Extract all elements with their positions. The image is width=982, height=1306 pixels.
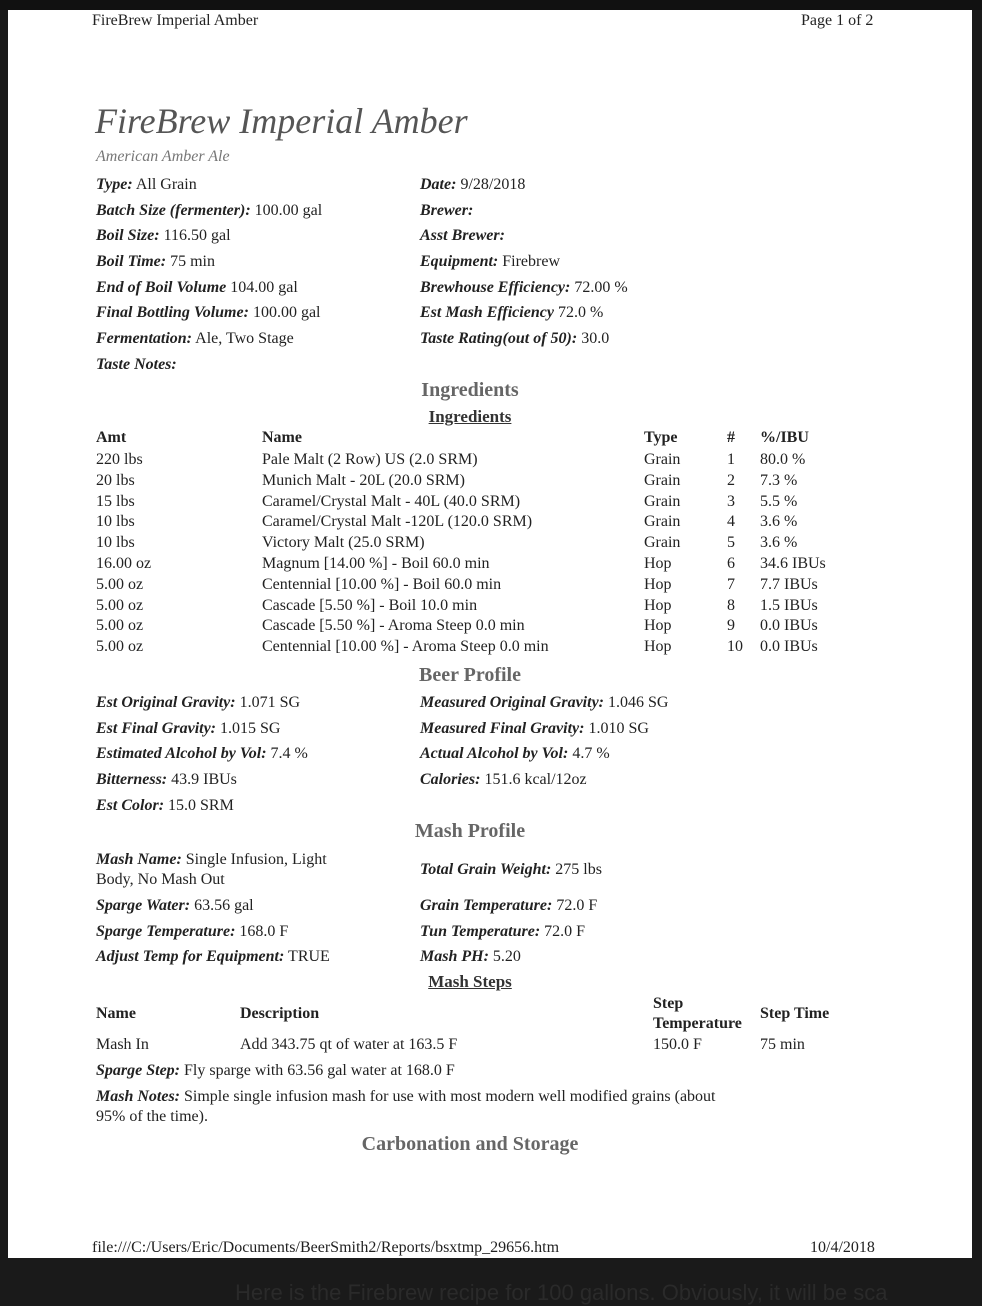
footer-date: 10/4/2018: [810, 1239, 875, 1256]
recipe-title: FireBrew Imperial Amber: [95, 101, 468, 141]
ingredient-ibu: 3.6 %: [760, 513, 798, 531]
mash-notes: Mash Notes: Simple single infusion mash for use with most modern well modified grains (about: [96, 1088, 716, 1105]
ingredient-ibu: 7.3 %: [760, 471, 798, 489]
ingredient-ibu: 1.5 IBUs: [760, 596, 818, 614]
ingredient-type: Hop: [644, 617, 672, 635]
ingredient-amount: 5.00 oz: [96, 596, 144, 614]
ingredient-amount: 20 lbs: [96, 471, 135, 489]
info-est-mash-efficiency: Est Mash Efficiency 72.0 %: [420, 304, 604, 321]
ingredient-number: 9: [727, 617, 735, 635]
ingredient-ibu: 5.5 %: [760, 492, 798, 510]
ingredient-name: Magnum [14.00 %] - Boil 60.0 min: [262, 555, 490, 572]
ingredient-type: Grain: [644, 513, 681, 531]
profile-est-fg: Est Final Gravity: 1.015 SG: [96, 720, 281, 737]
steps-header-temperature-line2: Temperature: [653, 1015, 742, 1032]
ingredient-amount: 5.00 oz: [96, 617, 144, 635]
ingredients-subtitle: Ingredients: [428, 407, 512, 426]
ingredient-number: 10: [727, 638, 743, 656]
caption-text: Here is the Firebrew recipe for 100 gallons. Obviously, it will be sca: [235, 1280, 888, 1305]
info-taste-rating: Taste Rating(out of 50): 30.0: [420, 330, 610, 347]
header-title: FireBrew Imperial Amber: [92, 12, 259, 29]
document-page: [8, 10, 972, 1258]
ingredient-ibu: 0.0 IBUs: [760, 617, 818, 635]
mash-steps-title: Mash Steps: [428, 972, 512, 991]
ingredients-section-title: Ingredients: [421, 379, 519, 401]
info-brewhouse-efficiency: Brewhouse Efficiency: 72.00 %: [420, 279, 628, 296]
ingredient-number: 6: [727, 555, 735, 572]
info-taste-notes: Taste Notes:: [96, 356, 177, 373]
top-strip: [0, 0, 982, 10]
info-end-boil-volume: End of Boil Volume 104.00 gal: [96, 279, 298, 296]
ingredient-type: Grain: [644, 451, 681, 468]
ingredient-name: Victory Malt (25.0 SRM): [262, 534, 425, 552]
ingredient-ibu: 0.0 IBUs: [760, 638, 818, 656]
mash-ph: Mash PH: 5.20: [420, 948, 521, 965]
ingredient-amount: 15 lbs: [96, 492, 135, 510]
ingredient-amount: 16.00 oz: [96, 555, 152, 572]
header-page-number: Page 1 of 2: [801, 12, 874, 29]
ingredient-number: 1: [727, 451, 735, 468]
ingredient-name: Pale Malt (2 Row) US (2.0 SRM): [262, 451, 478, 468]
mash-grain-temperature: Grain Temperature: 72.0 F: [420, 897, 598, 914]
ingredient-name: Cascade [5.50 %] - Aroma Steep 0.0 min: [262, 617, 525, 635]
ingredient-ibu: 7.7 IBUs: [760, 575, 818, 593]
ingredient-amount: 10 lbs: [96, 513, 135, 531]
ingredient-name: Centennial [10.00 %] - Boil 60.0 min: [262, 575, 502, 593]
ingredient-name: Munich Malt - 20L (20.0 SRM): [262, 471, 465, 489]
profile-measured-og: Measured Original Gravity: 1.046 SG: [420, 694, 669, 711]
mash-profile-section-title: Mash Profile: [414, 820, 526, 842]
steps-header-name: Name: [96, 1005, 136, 1022]
ingredient-number: 5: [727, 534, 735, 552]
ingredient-amount: 5.00 oz: [96, 575, 144, 593]
mash-adjust-temp: Adjust Temp for Equipment: TRUE: [96, 948, 330, 965]
mash-total-grain-weight: Total Grain Weight: 275 lbs: [420, 861, 602, 878]
sparge-step: Sparge Step: Fly sparge with 63.56 gal water at 168.0 F: [96, 1062, 455, 1079]
mash-notes-continued: 95% of the time).: [96, 1108, 208, 1125]
step-name: Mash In: [96, 1036, 149, 1053]
ingredient-number: 8: [727, 596, 735, 614]
info-boil-size: Boil Size: 116.50 gal: [96, 227, 231, 244]
ingredient-name: Caramel/Crystal Malt -120L (120.0 SRM): [262, 513, 533, 531]
step-description: Add 343.75 qt of water at 163.5 F: [240, 1036, 458, 1053]
steps-header-temperature: [653, 994, 742, 1034]
ingredient-name: Cascade [5.50 %] - Boil 10.0 min: [262, 596, 478, 614]
step-time: 75 min: [760, 1036, 805, 1053]
info-final-bottling-volume: Final Bottling Volume: 100.00 gal: [96, 304, 321, 321]
col-header-type: Type: [644, 429, 678, 446]
profile-est-abv: Estimated Alcohol by Vol: 7.4 %: [96, 745, 308, 762]
recipe-style: American Amber Ale: [96, 148, 230, 165]
ingredient-number: 7: [727, 575, 735, 593]
steps-header-time: Step Time: [760, 1005, 830, 1022]
mash-sparge-water: Sparge Water: 63.56 gal: [96, 897, 254, 914]
mash-name-continued: Body, No Mash Out: [96, 871, 225, 888]
profile-actual-abv: Actual Alcohol by Vol: 4.7 %: [420, 745, 610, 762]
ingredient-ibu: 80.0 %: [760, 451, 806, 468]
profile-bitterness: Bitterness: 43.9 IBUs: [96, 771, 237, 788]
profile-est-color: Est Color: 15.0 SRM: [96, 797, 234, 814]
beer-profile-section-title: Beer Profile: [419, 664, 521, 686]
info-brewer: Brewer:: [420, 202, 474, 219]
carbonation-section-title: Carbonation and Storage: [361, 1133, 579, 1155]
ingredient-type: Grain: [644, 492, 681, 510]
mash-name: Mash Name: Single Infusion, Light: [96, 851, 327, 868]
steps-header-temperature-line1: Step: [653, 995, 684, 1012]
profile-calories: Calories: 151.6 kcal/12oz: [420, 771, 587, 788]
ingredient-type: Hop: [644, 596, 672, 614]
ingredient-type: Hop: [644, 575, 672, 593]
ingredient-type: Grain: [644, 471, 681, 489]
ingredient-amount: 10 lbs: [96, 534, 135, 552]
profile-est-og: Est Original Gravity: 1.071 SG: [96, 694, 301, 711]
mash-tun-temperature: Tun Temperature: 72.0 F: [420, 923, 586, 940]
step-temperature: 150.0 F: [653, 1036, 702, 1053]
info-fermentation: Fermentation: Ale, Two Stage: [96, 330, 294, 347]
info-batch-size: Batch Size (fermenter): 100.00 gal: [96, 202, 323, 219]
profile-measured-fg: Measured Final Gravity: 1.010 SG: [420, 720, 649, 737]
info-asst-brewer: Asst Brewer:: [420, 227, 505, 244]
footer-file-path: file:///C:/Users/Eric/Documents/BeerSmith2/Reports/bsxtmp_29656.htm: [92, 1239, 560, 1256]
col-header-number: #: [727, 429, 735, 446]
steps-header-description: Description: [240, 1005, 320, 1022]
ingredient-number: 3: [727, 492, 735, 510]
mash-sparge-temperature: Sparge Temperature: 168.0 F: [96, 923, 289, 940]
ingredient-amount: 220 lbs: [96, 451, 143, 468]
info-type: Type: All Grain: [96, 176, 197, 193]
col-header-amt: Amt: [96, 429, 127, 446]
ingredient-number: 2: [727, 471, 735, 489]
ingredient-name: Caramel/Crystal Malt - 40L (40.0 SRM): [262, 492, 521, 510]
info-equipment: Equipment: Firebrew: [420, 253, 560, 270]
ingredient-ibu: 3.6 %: [760, 534, 798, 552]
ingredient-amount: 5.00 oz: [96, 638, 144, 656]
ingredient-name: Centennial [10.00 %] - Aroma Steep 0.0 min: [262, 638, 549, 656]
ingredient-type: Hop: [644, 555, 672, 572]
col-header-name: Name: [262, 429, 302, 446]
ingredient-type: Grain: [644, 534, 681, 552]
info-boil-time: Boil Time: 75 min: [96, 253, 215, 270]
ingredient-number: 4: [727, 513, 735, 531]
ingredient-type: Hop: [644, 638, 672, 656]
ingredient-ibu: 34.6 IBUs: [760, 555, 826, 572]
info-date: Date: 9/28/2018: [420, 176, 526, 193]
col-header-ibu: %/IBU: [760, 429, 809, 446]
